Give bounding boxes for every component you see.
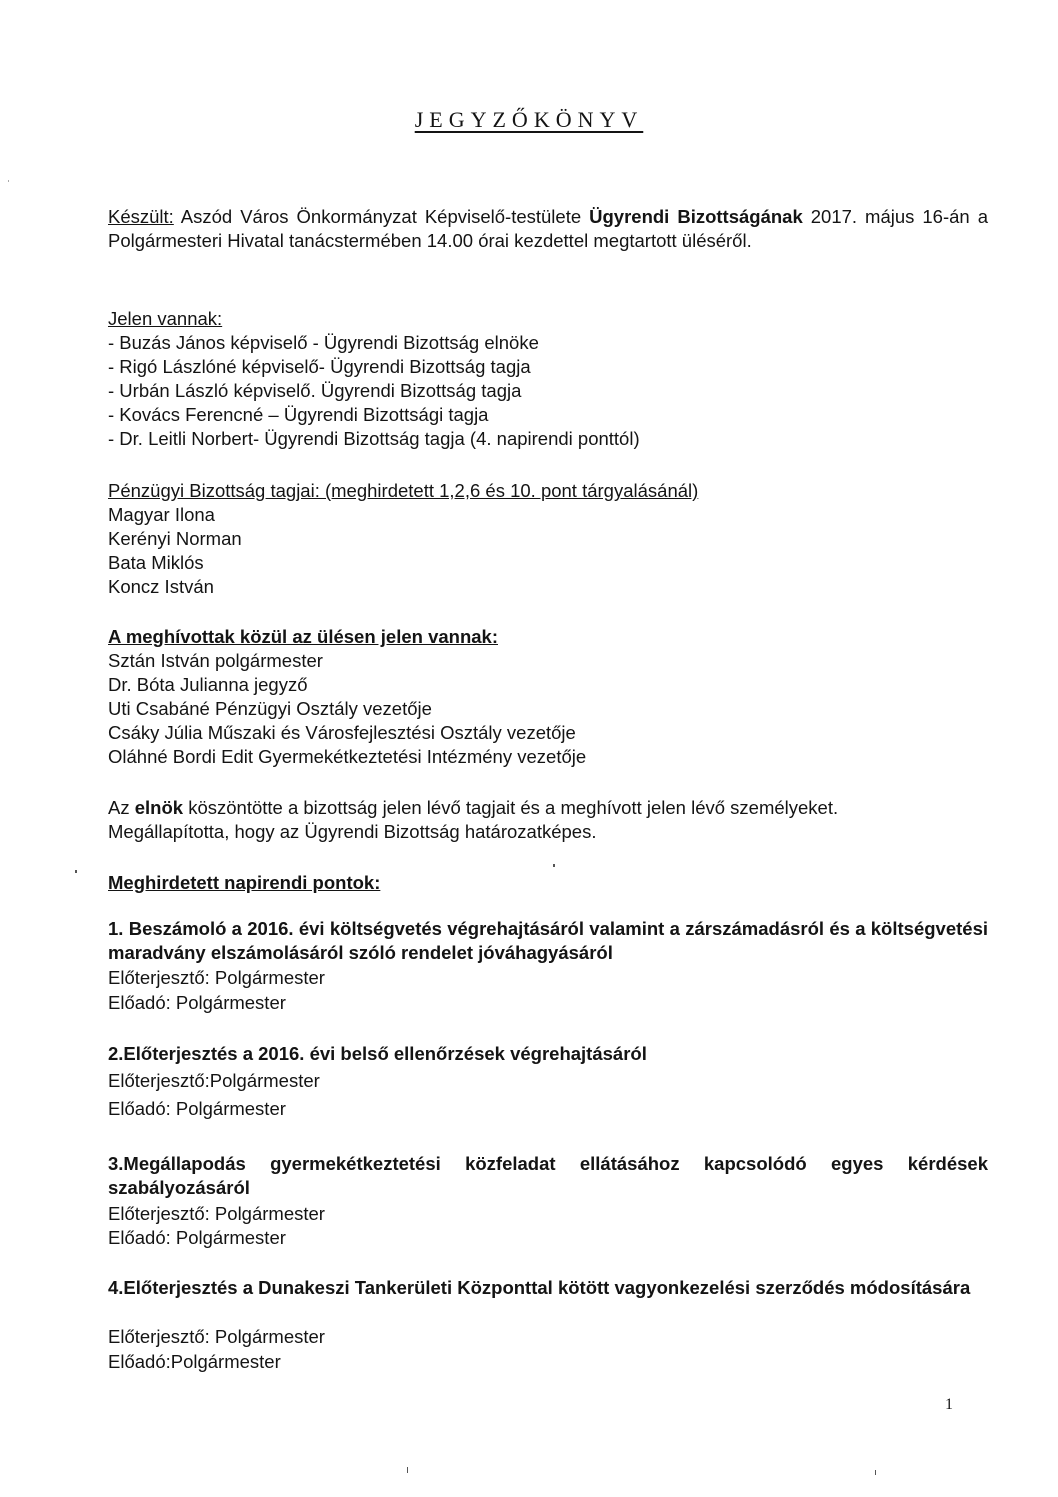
greeting-line-2: Megállapította, hogy az Ügyrendi Bizottság határozatképes.	[108, 821, 597, 842]
agenda-item-presenter: Előadó:Polgármester	[108, 1351, 281, 1372]
intro-bold-2: Bizottságának	[677, 206, 803, 227]
greeting-prefix: Az	[108, 797, 135, 818]
agenda-item-submitter: Előterjesztő: Polgármester	[108, 1326, 325, 1347]
greeting-rest: köszöntötte a bizottság jelen lévő tagjait és a meghívott jelen lévő személyeket.	[183, 797, 839, 818]
invited-person: Uti Csabáné Pénzügyi Osztály vezetője	[108, 698, 432, 719]
agenda-item-title: 3.Megállapodás gyermekétkeztetési közfeladat ellátásához kapcsolódó egyes kérdések szabályozásáról	[108, 1153, 988, 1198]
page-number: 1	[945, 1396, 953, 1413]
agenda-item-presenter: Előadó: Polgármester	[108, 1227, 286, 1248]
intro-paragraph	[108, 205, 988, 253]
scan-speck	[407, 1467, 408, 1473]
finance-member: Kerényi Norman	[108, 528, 242, 549]
finance-heading: Pénzügyi Bizottság tagjai: (meghirdetett 1,2,6 és 10. pont tárgyalásánál)	[108, 480, 699, 501]
agenda-item-title: 2.Előterjesztés a 2016. évi belső ellenőrzések végrehajtásáról	[108, 1043, 647, 1064]
present-item: - Dr. Leitli Norbert- Ügyrendi Bizottság tagja (4. napirendi ponttól)	[108, 428, 640, 449]
invited-person: Sztán István polgármester	[108, 650, 323, 671]
title-text: JEGYZŐKÖNYV	[414, 107, 644, 132]
agenda-item-submitter: Előterjesztő: Polgármester	[108, 967, 325, 988]
scan-speck	[8, 180, 9, 182]
present-item: - Rigó Lászlóné képviselő- Ügyrendi Bizottság tagja	[108, 356, 531, 377]
intro-label: Készült:	[108, 206, 174, 227]
intro-text-after: 2017. május 16-án a Polgármesteri Hivatal tanácstermében 14.00 órai kezdettel megtartott üléséről.	[108, 206, 988, 251]
present-item: - Buzás János képviselő - Ügyrendi Bizottság elnöke	[108, 332, 539, 353]
scan-speck	[553, 864, 555, 867]
present-item: - Kovács Ferencné – Ügyrendi Bizottsági tagja	[108, 404, 489, 425]
agenda-item-presenter: Előadó: Polgármester	[108, 1098, 286, 1119]
document-title	[0, 107, 1058, 133]
agenda-item-presenter: Előadó: Polgármester	[108, 992, 286, 1013]
scan-speck	[875, 1470, 876, 1475]
greeting-bold: elnök	[134, 797, 184, 818]
agenda-item-submitter: Előterjesztő:Polgármester	[108, 1070, 320, 1091]
present-item: - Urbán László képviselő. Ügyrendi Bizottság tagja	[108, 380, 522, 401]
scan-speck	[75, 870, 77, 873]
invited-person: Dr. Bóta Julianna jegyző	[108, 674, 308, 695]
intro-text: Aszód Város Önkormányzat Képviselő-testülete	[173, 206, 590, 227]
finance-member: Bata Miklós	[108, 552, 204, 573]
finance-member: Koncz István	[108, 576, 214, 597]
greeting-line-1	[108, 796, 838, 820]
agenda-item-submitter: Előterjesztő: Polgármester	[108, 1203, 325, 1224]
present-heading: Jelen vannak:	[108, 308, 223, 329]
agenda-heading: Meghirdetett napirendi pontok:	[108, 872, 381, 893]
agenda-item-title: 4.Előterjesztés a Dunakeszi Tankerületi Központtal kötött vagyonkezelési szerződés módosítására	[108, 1277, 971, 1298]
agenda-item-title: 1. Beszámoló a 2016. évi költségvetés végrehajtásáról valamint a zárszámadásról és a költségvetési maradvány elszámolásáról szóló rendelet jóváhagyásáról	[108, 918, 988, 963]
intro-bold-1: Ügyrendi	[589, 206, 670, 227]
invited-person: Csáky Júlia Műszaki és Városfejlesztési Osztály vezetője	[108, 722, 576, 743]
invited-person: Oláhné Bordi Edit Gyermekétkeztetési Intézmény vezetője	[108, 746, 587, 767]
invited-heading: A meghívottak közül az ülésen jelen vannak:	[108, 626, 498, 647]
finance-member: Magyar Ilona	[108, 504, 215, 525]
